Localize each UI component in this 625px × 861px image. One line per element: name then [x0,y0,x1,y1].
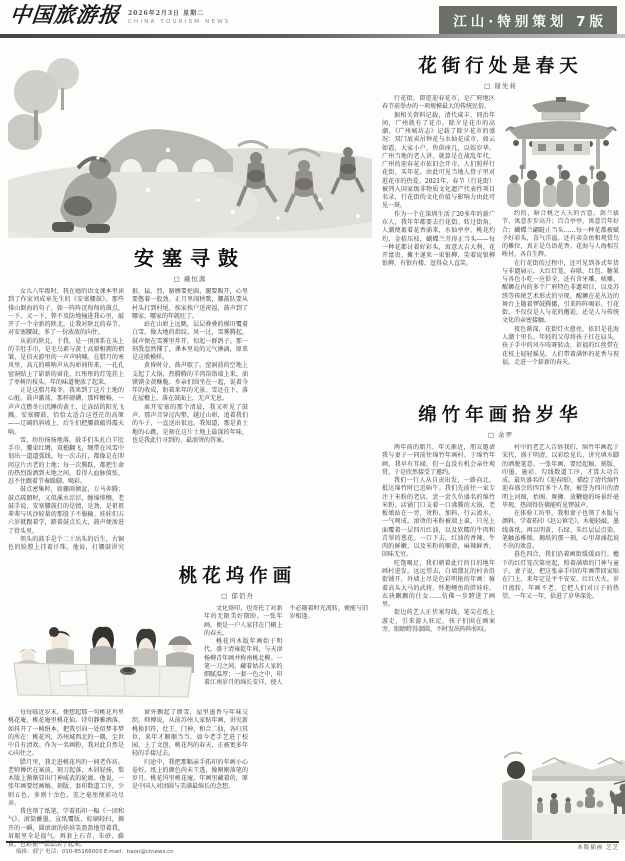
taohuawu-header [8,562,372,600]
mianzhu-col2 [502,444,619,856]
page-footer [6,841,619,861]
huajie-col2 [502,95,619,393]
mianzhu-body [382,444,619,856]
taohuawu-table-illustration [8,605,198,705]
huajie-title: 花街行处是春天 [418,56,583,77]
taohuawu-author: □ 郁佰舟 [221,592,254,600]
taohuawu-title: 桃花坞作画 [178,566,297,587]
footer-contact: 编辑：郝宁 电话：010-85166003 E-mail：haon@ctnews.cn [16,849,174,855]
date-block [128,8,231,25]
huajie-col2-text: 约的，暗合桃之夭夭的古意。剑兰拔节，寓意步步高升；百合亭亭，寓意百年好合；蝴蝶兰翩跹正当头……每一种花都被赋予好彩头，喜气洋溢。还有卖金鱼和观赏鸟的摊位，真正是鸟语花香。花海与人海相互映衬，各自生辉。 在行花街的过程中，还可见到各式年货与非遗展示，大红灯笼、春联、红包、糖果与各色小吃一应俱全，还有含牙雕、核雕、醒狮在内的多个广府特色非遗项目，以及苏绣等传统艺术形式的呈现。醒狮在花丛边的舞台上随着锣鼓腾挪，引来阵阵喝彩。行花街，不仅仅是人与花的邂逅，还是人与传统文化的亲密接触。 夜色渐深，花街灯火愈亮，依旧是花海人潮十里长。年轻的父母将孩子扛在肩头，孩子手中的风车吱呀转动，祈福的红丝带在花枝上轻轻摇晃。人们带着满怀的花香与祝福，走进一个崭新的春天。 [502,210,619,366]
mianzhu-title: 绵竹年画拾岁华 [418,405,583,426]
english-name: CHINA TOURISM NEWS [128,19,231,25]
flower-market-archway-illustration [502,95,619,207]
taohuawu-intro-text: 文化烙印，也寄托了对新年的无限美好期盼。一张年画，便是一户人家挂在门楣上的春天。 桃花坞木版年画始于明代，盛于清雍乾年间，与天津杨柳青年画并称南桃北柳。一笔一刀之间，藏着姑苏人家的细腻温厚；一套一色之中，印着江南岁月的绵长安详，使人不必随着时光流转，便能与旧岁相逢。 [204,605,368,687]
ansai-body-text: 女儿八年级时，我在她的语文课本里读到了作家刘成章先生的《安塞腰鼓》。那些排山倒海的句子，如一阵阵沉甸甸的鼓点，一下，又一下，猝不及防地撞进我心里，敲开了一个全新的陕北，让我对陕北的春节、对安塞腰鼓，多了一份浓浓的向往。 从前的陕北，于我，是一顶顶系在头上的羊肚手巾，是毛乌素与黄土高原相拥的褶皱，是信天游里的一声声呐喊。在腊月的寒风里，高亢的唢呐声从沟峁间传来，一孔孔窑洞贴上了崭新的窗花，红彤彤的灯笼挂上了枣树的枝头，年的味道便浓了起来。 正是这腊月隆冬，我来到了这片土地的心脏。鼓声激荡，那样磅礴，那样酣畅，一声声点燃冬日沉睡的黄土，让冻结的阳光飞溅。安塞腰鼓，恰恰太适合这苍茫的高原——辽阔的斜坡上，后生们把腰鼓敲得震天响。 雪，纷纷扬扬地落。鼓手们头扎白羊肚手巾，腰束红绸，双槌翻飞，绸带在风雪中划出一道道弧线。每一次击打，都像是在叩问这片古老的土地；每一次腾跃，都把生命的热烈泼洒到天地之间。看得人血脉偾张，忍不住跟着节奏跺脚、喝彩。 鼓点密集时，如骤雨倾盆，万马奔腾；鼓点疏朗时，又似溪水淙淙，缠绵悱恻。老鼓手说，安塞腰鼓打的是情，是劲，是祖祖辈辈与风沙较量的那股子不服输。娃娃们五六岁就跟着学，踏着鼓点长大，鼓声便渗进了骨头里。 领头的鼓手是个二十出头的后生，古铜色的脸膛上挂着汗珠。他说，打腰鼓讲究狠、猛、烈，胳膊要抡圆，腿要踢开，心里要憋着一股劲。正月里闹秧歌，腰鼓队要从村头打到村尾，挨家挨户送祝福，鼓声到了哪家，哪家的年就旺了。 站在山峁上远眺，层层叠叠的梯田覆着白雪，像大地的指纹。风一过，雪雾腾起，鼓声便在雪雾里炸开，惊起一群鸽子。那一刻我忽然懂了，课本里说的元气淋漓，原来是这般模样。 黄昏时分，鼓声歇了。窑洞前的空地上支起了大锅，热腾腾的羊肉饸饹端上来，油馍馍金黄酥脆。乡亲们围坐在一起，说着今年的收成，盼着来年的光景。雪还在下，落在屋檐上，落在鼓面上，无声无息。 离开安塞的那个清晨，我又听见了鼓声。那声音穿过沟壑，越过山峁，追着我们的车子，一直送出很远。我知道，那是黄土地的心跳，是刻在这片土地上最深的年味，也是我此行寻到的、最滚烫的答案。 [8,288,248,552]
masthead [0,0,625,32]
brand-block [10,4,231,25]
ansai-title: 安塞寻鼓 [134,246,246,270]
section-banner: 江山·特别策划 7版 [439,6,617,34]
ansai-drummers-illustration [8,40,372,238]
left-column-group [8,40,372,856]
taohuawu-body-text: 每每临近岁末，便想起那一句桃花坞里桃花庵，桃花庵里桃花仙。诗句静雅洒落，如抖开了一帧绢本，把我引向一处似梦非梦的所在：桃花坞，苏州城西北的一隅，尘世中自有清欢。作为一名画粉，我对此自然是心向往之。 腊月里，我走进桃花坞的一间老作坊。老师傅伏在案前，刻刀起落，木屑轻扬，梨木版上渐渐显出门神威武的轮廓。他说，一张年画要经画稿、刻版、套印数道工序，少则五色，多则十余色，差之毫厘便前功尽弃。 我也领了纸笔，学着拓印一幅《一团和气》。滚筒蘸墨，宣纸覆版，棕刷轻扫，揭开的一瞬，圆滚滚的娃娃笑盈盈地望着我，眉眼里全是福气。再套上石青、朱砂、藤黄，色彩便一层层活了起来。 窗外飘起了细雪，屋里墨香与年味交织。师傅说，从前苏州人家贴年画，讲究新桃换旧符，灶王、门神、和合二仙，各归其位，来年才顺顺当当。如今老手艺进了校园、上了文创，桃花坞的春天，正被更多年轻的手接过去。 归途中，我把那幅亲手拓印的年画小心卷好。纸上的颜色尚未干透，像刚刚落笔的岁月。桃花坞里桃花庵，年画里藏着的，原是中国人对团圆与美满最绵长的念想。 [8,709,248,849]
taohuawu-top-row [8,605,372,705]
huajie-col1-text: 行花街，即逛迎春花市，是广府地区春节前举办的一项规模最大的传统民俗。 据相关资料记载，清代咸丰、同治年间，广州就有了花市。除夕是花市的高潮，《广州城坊志》记载了除夕花市的盛况：双门底卖吊钟花与水仙花成市，如云如霞，大家小户，售供座几，以娱岁华。广州当地的老人讲，就算是在战乱年代，广州的迎春花市依旧会开市，人们照样行花街、买年花。由此可见当地人骨子里对逛花市的热爱。2021年，春节（行花街）被列入国家级非物质文化遗产代表性项目名录，行花街的文化价值与影响力由此可见一斑。 作为一个在深圳生活了20多年的新广东人，我年年都要去行花街。转过街角，人潮便裹着花香涌来，水仙亭亭，桃花灼灼，金桔压枝，蝴蝶兰开得正当头——每一种花都讨着好彩头，寓意大吉大利、花开富贵。摊主递来一束银柳，笑着说银柳银柳，有银有楼，逗得众人直笑。 [382,95,495,268]
mianzhu-author: □ 余罗 [487,431,514,439]
illustration-credit: 本版插画 芝芝 [577,845,619,851]
nianhua-village-street-illustration [502,748,625,840]
ansai-author: □ 戴恒源 [173,275,207,283]
huajie-body [382,95,619,393]
page-body [0,38,625,856]
mianzhu-col1-text: 两年前的腊月，年关渐近，朋友邀请我与妻子一同前往绵竹年画村。于绵竹年画，我早有耳闻，但一直没有机会亲往观赏，于是欣然接受了邀约。 我们一行人从自贡出发，一路向北，抵达绵竹时已近晌午。我们先前往一家专注于米粉的老店，尝一尝久负盛名的绵竹米粉。店铺门口支着一口沸腾的大锅，老板娘站在一旁，烫粉、加料，行云流水，一气呵成。滚烫的米粉被端上桌，只见上面覆着一层四川红油，以及软糯的牛肉和青翠的葱花。一口下去，红油的香辣、牛肉的鲜嫩，以及米粉的顺滑，麻辣鲜香，回味无穷。 吃饱喝足，我们朝着此行的目的地年画村进发。远远望去，白墙黛瓦的村舍沿街铺开，外墙上尽是色彩明艳的年画：骑着高头大马的武将、怀抱鲤鱼的胖娃娃、衣袂飘飘的仕女……仿佛一步跨进了画里。 街边的艺人正伏案勾线，笔尖在纸上游走，引来游人驻足。孩子们围在画案旁，眼睛瞪得溜圆，不时发出阵阵惊叹。 [382,444,495,633]
huajie-author: □ 谢先莉 [484,82,517,90]
date-line: 2026年2月3日 星期二 [128,10,205,17]
mianzhu-col2-text: 村中的老艺人告诉我们，绵竹年画起于宋代，盛于明清，以彩绘见长，讲究填水脚的洒脱笔意。一张年画，要经起稿、刻版、印墨、施彩、勾线数道工序，才算大功告成。最负盛名的《迎春图》，描绘了清代绵竹迎春盛会的四百多个人物，被誉为四川的清明上河图，抬阁、舞狮、放鞭炮的场景纤毫毕现，热闹得仿佛能听见锣鼓声。 在体验工坊里，我和妻子也领了木版与颜料，学着拓印《赵公镇宅》。木槌轻敲，墨线落纸，再以明黄、石绿、朱红层层点染。笔触虽稚拙，揭纸的那一刻，心里却涌起说不出的欢喜。 暮色四合，我们沿着画街缓缓而行。檐下的红灯笼次第亮起，照着满墙的门神与童子。妻子说，把这张亲手印的年画带回家贴在门上，来年定是平平安安、红红火火。岁月流转，年画不老，它把人们对日子的热望，一年又一年，拾进了岁华深处。 [502,444,619,600]
newspaper-logo: 中国旅游报 [8,2,122,27]
right-column-group [382,40,619,856]
